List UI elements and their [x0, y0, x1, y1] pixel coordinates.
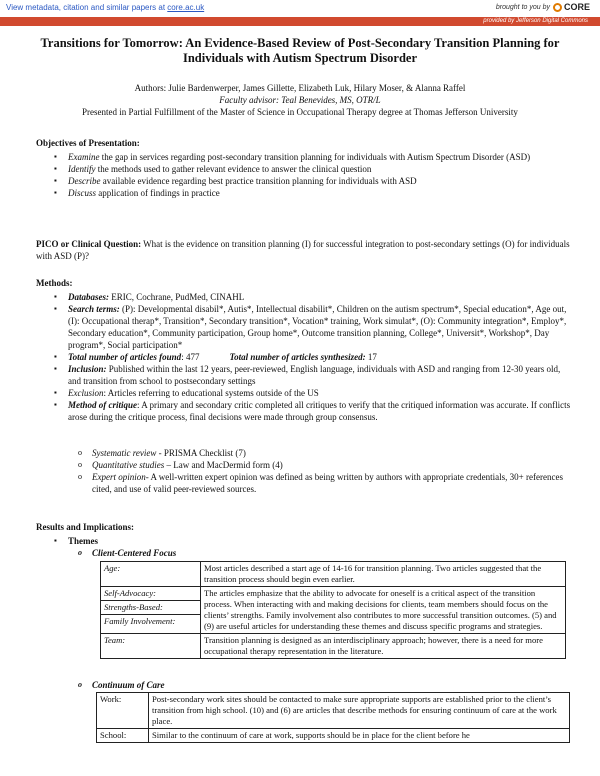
- continuum-heading: o Continuum of Care: [36, 679, 571, 691]
- row-key: Age:: [101, 562, 201, 587]
- methods-heading: Methods:: [36, 278, 73, 288]
- row-value: Transition planning is designed as an interdisciplinary approach; however, there is a need for more occupational therapy representation in the literature.: [201, 634, 566, 659]
- critique-form-text: - PRISMA Checklist (7): [156, 448, 246, 458]
- presented-line: Presented in Partial Fulfillment of the Master of Science in Occupational Therapy degree at Thomas Jefferson University: [82, 107, 518, 117]
- critique-label: Method of critique: [68, 400, 137, 410]
- authors-line: Authors: Julie Bardenwerper, James Gillette, Elizabeth Luk, Hilary Moser, & Alanna Raffel: [134, 83, 466, 93]
- methods-inclusion: [36, 363, 571, 387]
- core-domain-link[interactable]: core.ac.uk: [167, 3, 205, 12]
- brought-by-text: brought to you by: [495, 3, 550, 11]
- exclusion-label: Exclusion: [68, 388, 104, 398]
- inclusion-label: Inclusion:: [68, 364, 107, 374]
- brought-by: [496, 2, 590, 12]
- search-terms-label: Search terms:: [68, 304, 120, 314]
- objective-item: [36, 187, 571, 199]
- row-key: School:: [97, 729, 149, 743]
- methods-search-terms: [36, 303, 571, 351]
- critique-form-item: [36, 447, 571, 459]
- metadata-link[interactable]: [6, 3, 204, 12]
- objective-text: application of findings in practice: [96, 188, 220, 198]
- table-row: [101, 562, 566, 587]
- table-row: [101, 634, 566, 659]
- pico-text: What is the evidence on transition planning (I) for successful integration to post-secondary settings (O) for individuals with ASD (P)?: [36, 239, 570, 261]
- row-key: Self-Advocacy:: [101, 587, 200, 601]
- objective-item: [36, 151, 571, 163]
- metadata-link-text: View metadata, citation and similar papers at: [6, 3, 168, 12]
- methods-exclusion: [36, 387, 571, 399]
- objectives-list: [36, 151, 571, 199]
- objective-text: the gap in services regarding post-secondary transition planning for individuals with Autism Spectrum Disorder (ASD): [99, 152, 531, 162]
- exclusion-text: : Articles referring to educational systems outside of the US: [103, 388, 319, 398]
- row-value: Similar to the continuum of care at work, supports should be in place for the client before he: [149, 729, 570, 743]
- critique-form-lead: Systematic review: [92, 448, 157, 458]
- critique-forms-list: [36, 447, 571, 495]
- methods-databases: [36, 291, 571, 303]
- critique-form-lead: Quantitative studies: [92, 460, 165, 470]
- objective-item: [36, 175, 571, 187]
- pico-label: PICO or Clinical Question:: [36, 239, 142, 249]
- critique-form-text: - A well-written expert opinion was defined as being written by authors with appropriate credentials, 30+ references cited, and use of valid peer-reviewed sources.: [92, 472, 563, 494]
- provided-by-bar: [0, 17, 600, 26]
- found-value: : 477: [181, 352, 200, 362]
- objective-item: [36, 163, 571, 175]
- objective-text: available evidence regarding best practice transition planning for individuals with ASD: [100, 176, 417, 186]
- methods-article-counts: [36, 351, 571, 363]
- databases-label: Databases:: [68, 292, 109, 302]
- pico-question: [36, 238, 571, 262]
- objective-lead: Describe: [68, 176, 101, 186]
- critique-form-lead: Expert opinion: [92, 472, 146, 482]
- objective-lead: Discuss: [68, 188, 97, 198]
- methods-critique: [36, 399, 571, 423]
- critique-form-item: [36, 471, 571, 495]
- objective-lead: Examine: [68, 152, 100, 162]
- core-logo-text: CORE: [563, 2, 590, 12]
- synth-label: Total number of articles synthesized:: [229, 352, 366, 362]
- provided-by-text[interactable]: provided by Jefferson Digital Commons: [483, 18, 588, 24]
- client-centered-table: [100, 561, 566, 659]
- table-row: [101, 587, 566, 634]
- synth-value: 17: [365, 352, 377, 362]
- advisor-line: Faculty advisor: Teal Benevides, MS, OTR/L: [219, 95, 381, 105]
- inclusion-text: Published within the last 12 years, peer-reviewed, English language, individuals with ASD and ranging from 12-30 years old, and transition from school to postsecondary settings: [68, 364, 561, 386]
- core-logo[interactable]: [553, 2, 590, 12]
- row-key: Family Involvement:: [104, 616, 176, 626]
- methods-list: [36, 291, 571, 423]
- databases-text: ERIC, Cochrane, PudMed, CINAHL: [109, 292, 245, 302]
- critique-form-item: [36, 459, 571, 471]
- client-centered-heading: o Client-Centered Focus: [36, 547, 571, 559]
- found-label: Total number of articles found: [68, 352, 182, 362]
- author-block: [20, 82, 580, 118]
- table-row: [97, 729, 570, 743]
- objective-text: the methods used to gather relevant evidence to answer the clinical question: [95, 164, 372, 174]
- critique-text: : A primary and secondary critic completed all critiques to verify that the critiqued information was accurate. If conflicts arose during the critique process, final decisions were made through group consensus.: [68, 400, 571, 422]
- row-key: Work:: [97, 693, 149, 729]
- core-banner: [0, 0, 600, 26]
- objectives-heading: Objectives of Presentation:: [36, 138, 140, 148]
- core-logo-icon: [553, 3, 562, 12]
- themes-list: [36, 535, 571, 547]
- table-row: [97, 693, 570, 729]
- paper-title: Transitions for Tomorrow: An Evidence-Based Review of Post-Secondary Transition Planning for Individuals with Autism Spectrum Disorder: [40, 36, 560, 65]
- row-value: Most articles described a start age of 14-16 for transition planning. Two articles suggested that the transition process should begin even earlier.: [201, 562, 566, 587]
- continuum-table: [96, 692, 570, 743]
- row-value: The articles emphasize that the ability to advocate for oneself is a critical aspect of the transition process. When interacting with and making decisions for clients, team members should focus on the clients’ strengths. Family involvement also contributes to more successful transition outcomes. (5) and (9) are useful articles for understanding these themes and discuss specific programs and strategies.: [201, 587, 566, 634]
- row-value: Post-secondary work sites should be contacted to make sure appropriate supports are established prior to the client’s transition from high school. (10) and (6) are articles that describe methods for ensuring continuum of care at the work place.: [149, 693, 570, 729]
- client-centered-heading-list: [36, 547, 571, 559]
- results-heading: Results and Implications:: [36, 522, 135, 532]
- row-key: Team:: [101, 634, 201, 659]
- critique-form-text: – Law and MacDermid form (4): [164, 460, 283, 470]
- themes-item: ▪ Themes: [36, 535, 571, 547]
- row-key-stack: [101, 587, 201, 634]
- search-terms-text: (P): Developmental disabil*, Autis*, Intellectual disabilit*, Children on the autism spectrum*, Special education*, Age out, (I): Occupational therap*, Transition*, Secondary transition*, Vocation* training, Work simulat*, (O): Community integration*, Employ*, Secondary education*, Community participation, Group home*, Outcome transition planning, College*, Universit*, Workshop*, Day program*, Social participation*: [68, 304, 567, 350]
- objective-lead: Identify: [68, 164, 96, 174]
- row-key: Strengths-Based:: [101, 601, 200, 615]
- continuum-heading-list: [36, 679, 571, 691]
